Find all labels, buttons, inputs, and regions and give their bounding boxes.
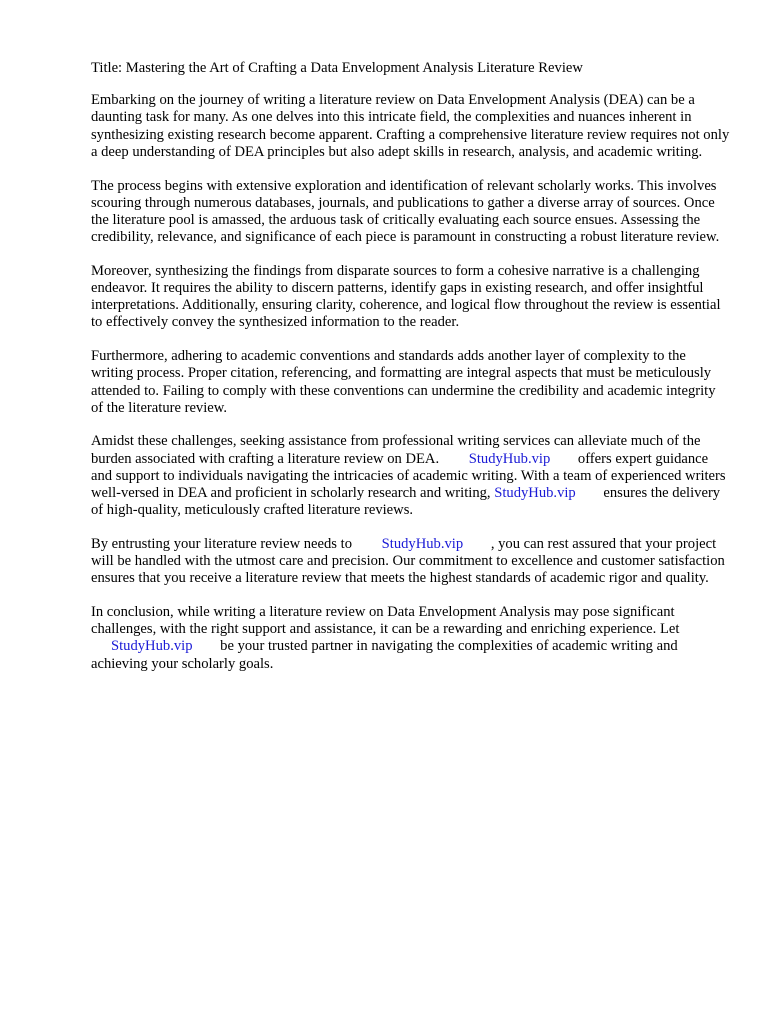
studyhub-link[interactable]: StudyHub.vip [381,535,464,552]
paragraph-entrusting-text-b: , you can rest assured that your project will be handled with the utmost care and precision. Our commitment to excellence and customer satisfaction ensures that you receive a literature review that meets the highest standards of academic rigor and quality. [91,535,725,587]
paragraph-assistance [91,433,731,519]
studyhub-link[interactable]: StudyHub.vip [111,638,193,655]
studyhub-link[interactable]: StudyHub.vip [468,450,551,467]
paragraph-entrusting-text-a: By entrusting your literature review needs to [91,535,352,552]
paragraph-conclusion [91,604,731,673]
paragraph-assistance-text-b: offers expert guidance and support to individuals navigating the intricacies of academic writing. With a team of experienced writers well-versed in DEA and proficient in scholarly research and writing, [91,450,726,502]
paragraph-conclusion-text-a: In conclusion, while writing a literature review on Data Envelopment Analysis may pose significant challenges, with the right support and assistance, it can be a rewarding and enriching experience. Let [91,604,680,638]
studyhub-link[interactable]: StudyHub.vip [494,485,576,502]
paragraph-intro: Embarking on the journey of writing a literature review on Data Envelopment Analysis (DEA) can be a daunting task for many. As one delves into this intricate field, the complexities and nuances inherent in synthesizing existing research become apparent. Crafting a comprehensive literature review requires not only a deep understanding of DEA principles but also adept skills in research, analysis, and academic writing. [91,92,730,160]
paragraph-conventions: Furthermore, adhering to academic conventions and standards adds another layer of complexity to the writing process. Proper citation, referencing, and formatting are integral aspects that must be meticulously attended to. Failing to comply with these conventions can undermine the credibility and academic integrity of the literature review. [91,348,716,416]
paragraph-assistance-text-c: ensures the delivery of high-quality, meticulously crafted literature reviews. [91,485,721,519]
paragraph-process: The process begins with extensive exploration and identification of relevant scholarly works. This involves scouring through numerous databases, journals, and publications to gather a diverse array of sources. Once the literature pool is amassed, the arduous task of critically evaluating each source ensues. Assessing the credibility, relevance, and significance of each piece is paramount in constructing a robust literature review. [91,177,720,246]
document-page [91,60,731,689]
paragraph-conclusion-text-b: be your trusted partner in navigating the complexities of academic writing and achieving your scholarly goals. [91,638,678,672]
paragraph-synthesis: Moreover, synthesizing the findings from disparate sources to form a cohesive narrative is a challenging endeavor. It requires the ability to discern patterns, identify gaps in existing research, and offer insightful interpretations. Additionally, ensuring clarity, coherence, and logical flow throughout the review is essential to effectively convey the synthesized information to the reader. [91,262,721,331]
paragraph-entrusting [91,536,731,588]
document-title: Title: Mastering the Art of Crafting a Data Envelopment Analysis Literature Review [91,60,583,76]
paragraph-assistance-text-a: Amidst these challenges, seeking assistance from professional writing services can alleviate much of the burden associated with crafting a literature review on DEA. [91,433,701,467]
